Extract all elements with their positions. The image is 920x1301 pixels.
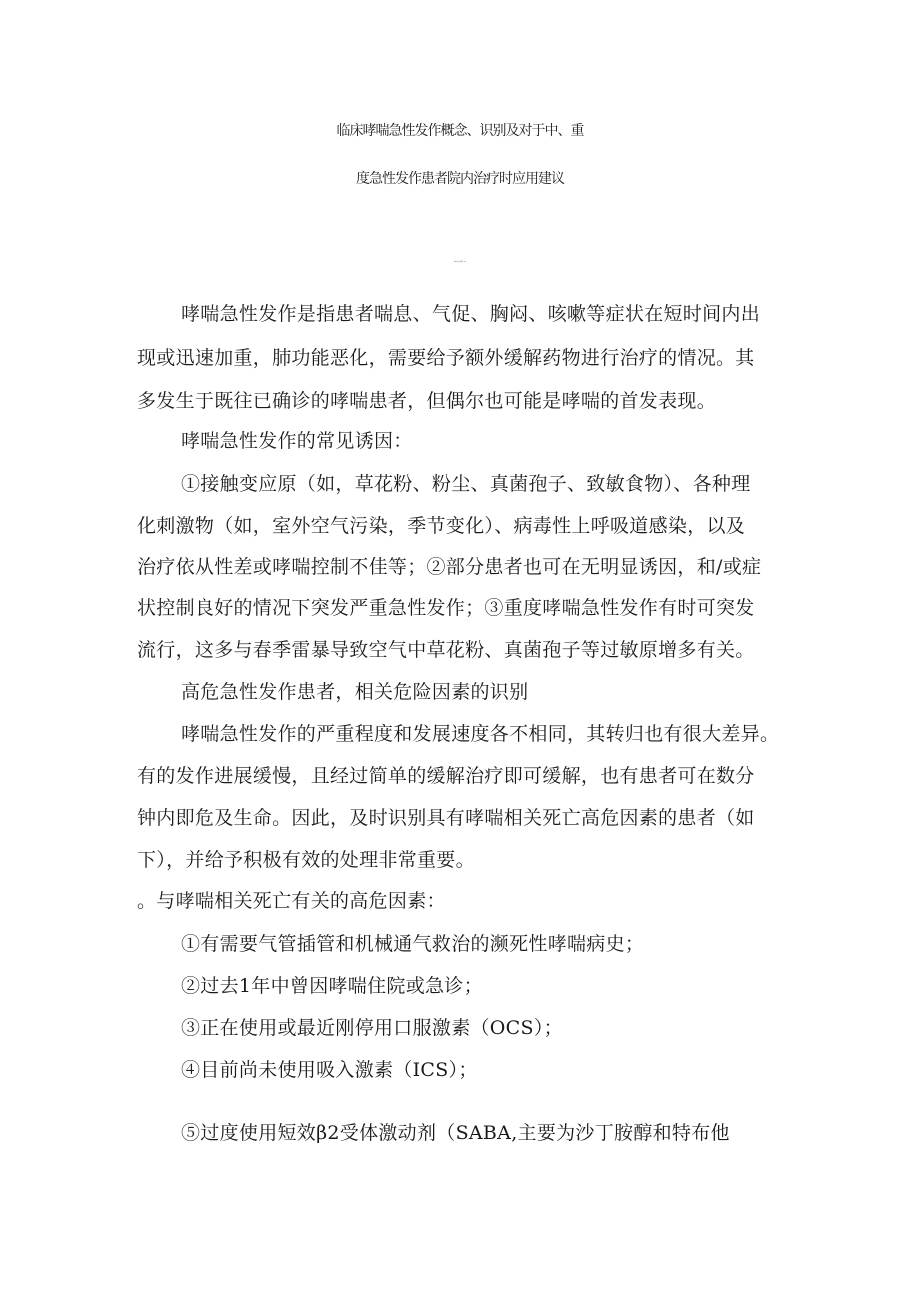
body-line: 现或迅速加重，肺功能恶化，需要给予额外缓解药物进行治疗的情况。其 xyxy=(137,347,755,369)
body-line: 钟内即危及生命。因此，及时识别具有哮喘相关死亡高危因素的患者（如 xyxy=(137,807,755,829)
list-item: ⑤过度使用短效β2受体激动剂（SABA,主要为沙丁胺醇和特布他 xyxy=(181,1122,730,1144)
body-line: 有的发作进展缓慢，且经过简单的缓解治疗即可缓解，也有患者可在数分 xyxy=(137,765,755,787)
section-heading: 哮喘急性发作的概念与识别 xyxy=(454,262,466,263)
body-line: 哮喘急性发作是指患者喘息、气促、胸闷、咳嗽等症状在短时间内出 xyxy=(181,303,761,325)
body-line: 下），并给予积极有效的处理非常重要。 xyxy=(137,849,475,871)
body-line: 高危急性发作患者，相关危险因素的识别 xyxy=(181,681,529,703)
document-title-line-2: 度急性发作患者院内治疗时应用建议 xyxy=(356,171,564,187)
body-line: 多发生于既往已确诊的哮喘患者，但偶尔也可能是哮喘的首发表现。 xyxy=(137,390,717,412)
body-line: 化刺激物（如，室外空气污染，季节变化）、病毒性上呼吸道感染，以及 xyxy=(137,515,746,537)
document-title-line-1: 临床哮喘急性发作概念、识别及对于中、重 xyxy=(336,123,584,139)
list-item: ②过去1年中曾因哮喘住院或急诊； xyxy=(181,975,483,997)
body-line: 哮喘急性发作的严重程度和发展速度各不相同，其转归也有很大差异。 xyxy=(181,723,780,745)
list-item: ③正在使用或最近刚停用口服激素（OCS）； xyxy=(181,1017,563,1039)
body-line: ①接触变应原（如，草花粉、粉尘、真菌孢子、致敏食物）、各种理 xyxy=(181,473,751,495)
body-line: 流行，这多与春季雷暴导致空气中草花粉、真菌孢子等过敏原增多有关。 xyxy=(137,639,755,661)
list-heading: 。与哮喘相关死亡有关的高危因素： xyxy=(137,890,446,912)
list-item: ④目前尚未使用吸入激素（ICS）； xyxy=(181,1059,478,1081)
list-item: ①有需要气管插管和机械通气救治的濒死性哮喘病史； xyxy=(181,933,645,955)
body-line: 哮喘急性发作的常见诱因： xyxy=(181,430,413,452)
body-line: 治疗依从性差或哮喘控制不佳等；②部分患者也可在无明显诱因，和/或症 xyxy=(137,556,762,578)
body-line: 状控制良好的情况下突发严重急性发作；③重度哮喘急性发作有时可突发 xyxy=(137,597,755,619)
